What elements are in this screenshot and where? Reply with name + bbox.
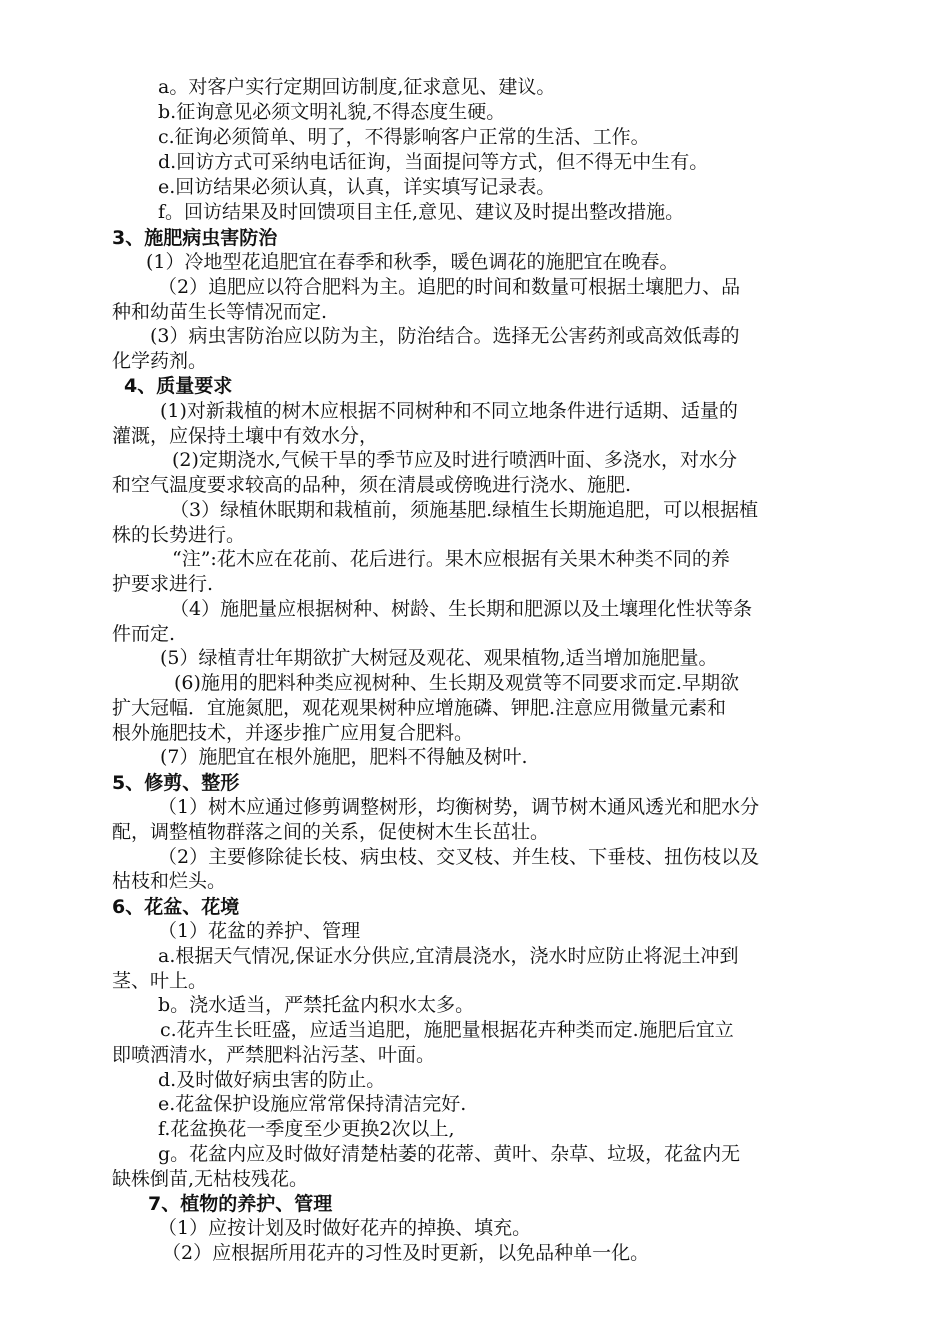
para-4-6-line-2: 扩大冠幅．宜施氮肥，观花观果树种应增施磷、钾肥.注意应用微量元素和 <box>112 697 727 719</box>
heading-7-plant-care: 7、植物的养护、管理 <box>148 1193 333 1215</box>
para-3-2-line-2: 种和幼苗生长等情况而定. <box>112 301 328 323</box>
para-4-1-line-2: 灌溉，应保持土壤中有效水分， <box>112 425 379 447</box>
para-3-3-line-2: 化学药剂。 <box>112 350 208 372</box>
note-line-1: “注”:花木应在花前、花后进行。果木应根据有关果木种类不同的养 <box>172 548 730 570</box>
para-7-2: （2）应根据所用花卉的习性及时更新，以免品种单一化。 <box>162 1242 650 1264</box>
note-line-2: 护要求进行. <box>112 573 214 595</box>
item-6e: e.花盆保护设施应常常保持清洁完好. <box>158 1093 467 1115</box>
item-6a-line-2: 茎、叶上。 <box>112 970 208 992</box>
heading-4-quality-requirements: 4、质量要求 <box>124 375 233 397</box>
para-4-6-line-3: 根外施肥技术，并逐步推广应用复合肥料。 <box>112 722 474 744</box>
para-4-6-line-1: (6)施用的肥料种类应视树种、生长期及观赏等不同要求而定.早期欲 <box>174 672 739 694</box>
item-c-simple-inquiry: c.征询必须简单、明了，不得影响客户正常的生活、工作。 <box>158 126 650 148</box>
item-6b: b。浇水适当，严禁托盆内积水太多。 <box>158 994 475 1016</box>
item-f-visit-feedback: f。回访结果及时回馈项目主任,意见、建议及时提出整改措施。 <box>158 201 685 223</box>
item-6d: d.及时做好病虫害的防止。 <box>158 1069 386 1091</box>
para-6-1-title: （1）花盆的养护、管理 <box>158 920 361 942</box>
heading-5-pruning-shaping: 5、修剪、整形 <box>112 772 240 794</box>
para-3-2-line-1: （2）追肥应以符合肥料为主。追肥的时间和数量可根据土壤肥力、品 <box>158 276 741 298</box>
para-4-4-line-1: （4）施肥量应根据树种、树龄、生长期和肥源以及土壤理化性状等条 <box>170 598 753 620</box>
item-b-polite-inquiry: b.征询意见必须文明礼貌,不得态度生硬。 <box>158 101 506 123</box>
para-5-2-line-1: （2）主要修除徒长枝、病虫枝、交叉枝、并生枝、下垂枝、扭伤枝以及 <box>158 846 760 868</box>
item-6g-line-2: 缺株倒苗,无枯枝残花。 <box>112 1168 309 1190</box>
para-4-4-line-2: 件而定. <box>112 623 176 645</box>
item-6c-line-1: c.花卉生长旺盛，应适当追肥，施肥量根据花卉种类而定.施肥后宜立 <box>160 1019 734 1041</box>
heading-3-fertilizing-pest-control: 3、施肥病虫害防治 <box>112 227 278 249</box>
heading-6-flower-pots: 6、花盆、花境 <box>112 896 240 918</box>
item-e-visit-record: e.回访结果必须认真，认真，详实填写记录表。 <box>158 176 556 198</box>
para-4-7-line-1: (7）施肥宜在根外施肥，肥料不得触及树叶. <box>160 746 528 768</box>
para-3-3-line-1: (3）病虫害防治应以防为主，防治结合。选择无公害药剂或高效低毒的 <box>150 325 740 347</box>
para-4-2-line-1: (2)定期浇水,气候干旱的季节应及时进行喷洒叶面、多浇水，对水分 <box>172 449 737 471</box>
para-3-1-line-1: (1）冷地型花追肥宜在春季和秋季，暖色调花的施肥宜在晚春。 <box>146 251 679 273</box>
para-5-1-line-1: （1）树木应通过修剪调整树形，均衡树势，调节树木通风透光和肥水分 <box>158 796 760 818</box>
item-6g-line-1: g。花盆内应及时做好清楚枯萎的花蒂、黄叶、杂草、垃圾，花盆内无 <box>158 1143 741 1165</box>
para-4-5-line-1: (5）绿植青壮年期欲扩大树冠及观花、观果植物,适当增加施肥量。 <box>160 647 718 669</box>
item-a-customer-visit: a。对客户实行定期回访制度,征求意见、建议。 <box>158 76 556 98</box>
para-4-2-line-2: 和空气温度要求较高的品种，须在清晨或傍晚进行浇水、施肥. <box>112 474 632 496</box>
para-5-2-line-2: 枯枝和烂头。 <box>112 870 227 892</box>
item-6c-line-2: 即喷洒清水，严禁肥料沾污茎、叶面。 <box>112 1044 436 1066</box>
item-d-visit-method: d.回访方式可采纳电话征询，当面提问等方式，但不得无中生有。 <box>158 151 709 173</box>
para-4-3-line-2: 株的长势进行。 <box>112 524 246 546</box>
item-6a-line-1: a.根据天气情况,保证水分供应,宜清晨浇水，浇水时应防止将泥土冲到 <box>158 945 739 967</box>
para-7-1: （1）应按计划及时做好花卉的掉换、填充。 <box>158 1217 532 1239</box>
para-5-1-line-2: 配，调整植物群落之间的关系，促使树木生长茁壮。 <box>112 821 550 843</box>
para-4-3-line-1: （3）绿植休眠期和栽植前，须施基肥.绿植生长期施追肥，可以根据植 <box>170 499 759 521</box>
para-4-1-line-1: (1)对新栽植的树木应根据不同树种和不同立地条件进行适期、适量的 <box>160 400 738 422</box>
item-6f: f.花盆换花一季度至少更换2次以上, <box>158 1118 455 1140</box>
